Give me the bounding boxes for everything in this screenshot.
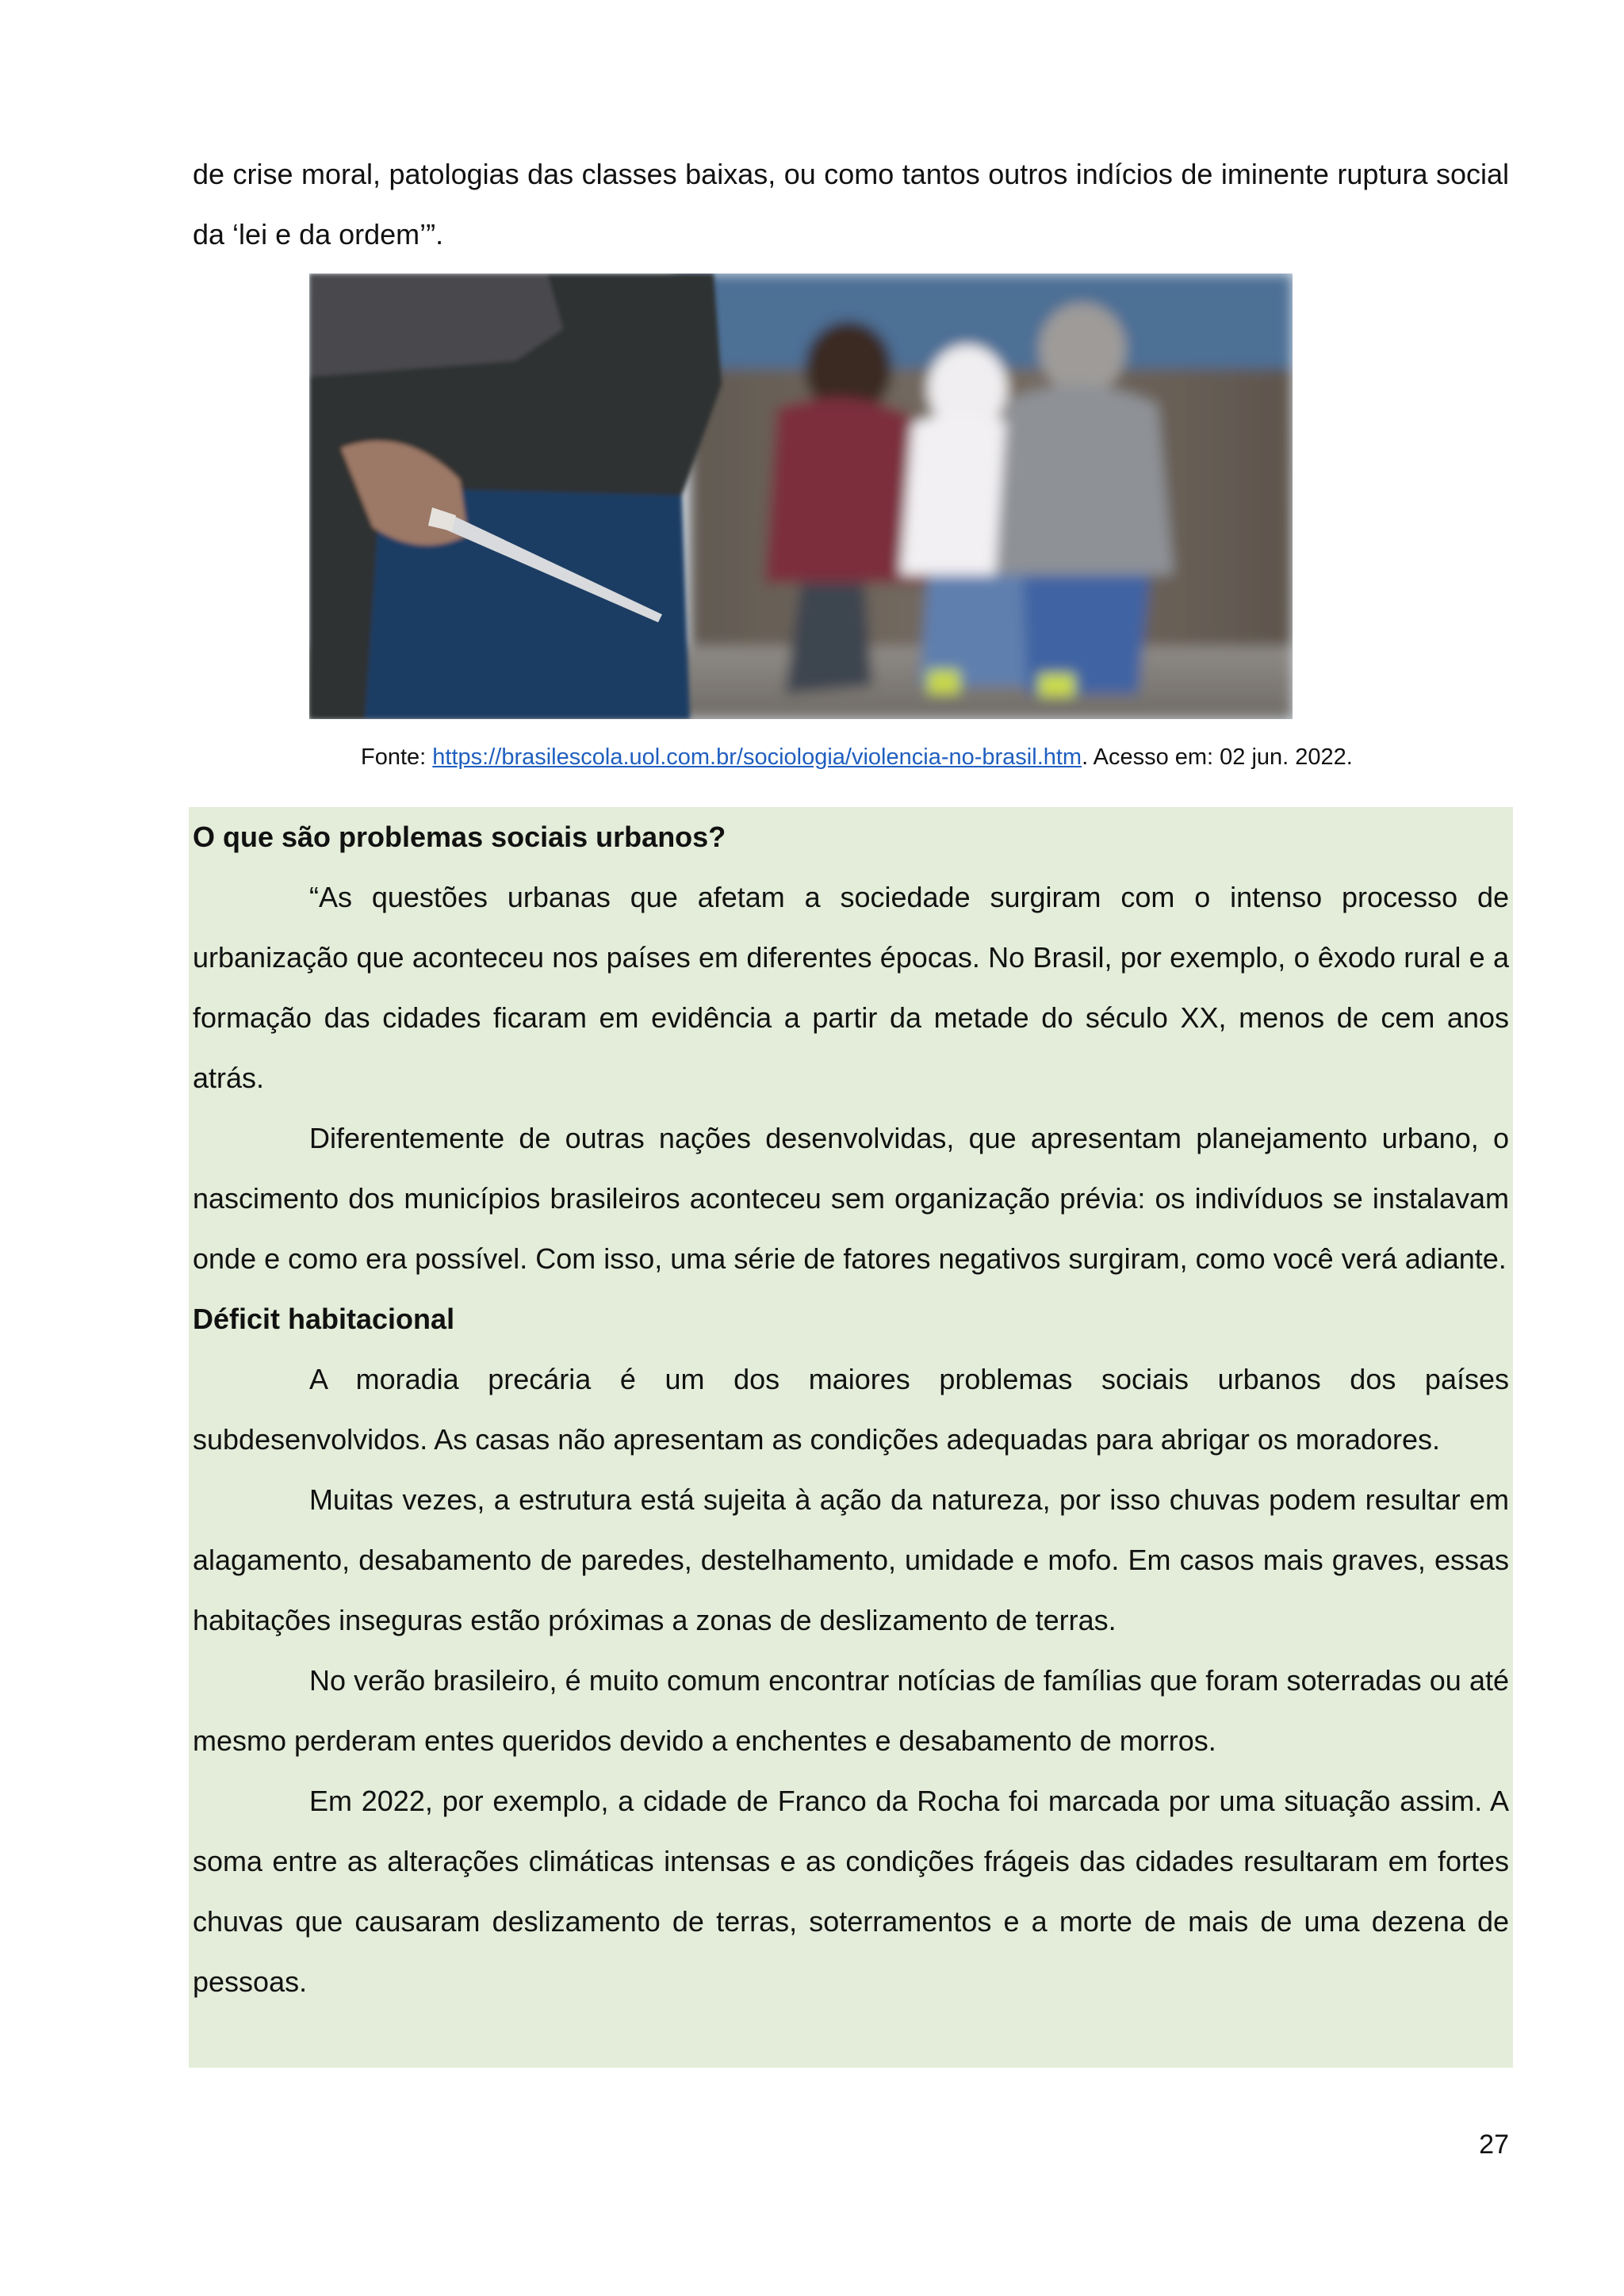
source-link[interactable]: https://brasilescola.uol.com.br/sociologia/violencia-no-brasil.htm	[432, 744, 1082, 770]
caption-prefix: Fonte:	[361, 744, 433, 770]
section-heading: O que são problemas sociais urbanos?	[193, 821, 726, 853]
section-paragraph: “As questões urbanas que afetam a sociedade surgiram com o intenso processo de urbanização que aconteceu nos países em diferentes épocas. No Brasil, por exemplo, o êxodo rural e a formação das cidades ficaram em evidência a partir da metade do século XX, menos de cem anos atrás.	[193, 881, 1509, 1094]
violence-photo	[309, 274, 1293, 719]
photo-illustration	[309, 274, 1293, 719]
subsection-paragraph: A moradia precária é um dos maiores problemas sociais urbanos dos países subdesenvolvidos. As casas não apresentam as condições adequadas para abrigar os moradores.	[193, 1363, 1509, 1456]
figure-caption	[361, 741, 1471, 773]
section-paragraph: Diferentemente de outras nações desenvolvidas, que apresentam planejamento urbano, o nascimento dos municípios brasileiros aconteceu sem organização prévia: os indivíduos se instalavam onde e como era possível. Com isso, uma série de fatores negativos surgiram, como você verá adiante.	[193, 1122, 1509, 1275]
section-content	[193, 807, 1509, 2012]
page-number: 27	[1479, 2130, 1509, 2160]
intro-paragraph: de crise moral, patologias das classes baixas, ou como tantos outros indícios de iminente ruptura social da ‘lei e da ordem’”.	[193, 158, 1509, 251]
subsection-paragraph: No verão brasileiro, é muito comum encontrar notícias de famílias que foram soterradas ou até mesmo perderam entes queridos devido a enchentes e desabamento de morros.	[193, 1664, 1509, 1757]
subsection-paragraph: Em 2022, por exemplo, a cidade de Franco da Rocha foi marcada por uma situação assim. A soma entre as alterações climáticas intensas e as condições frágeis das cidades resultaram em fortes chuvas que causaram deslizamento de terras, soterramentos e a morte de mais de uma dezena de pessoas.	[193, 1785, 1509, 1998]
subsection-heading: Déficit habitacional	[193, 1303, 455, 1335]
subsection-paragraph: Muitas vezes, a estrutura está sujeita à ação da natureza, por isso chuvas podem resultar em alagamento, desabamento de paredes, destelhamento, umidade e mofo. Em casos mais graves, essas habitações inseguras estão próximas a zonas de deslizamento de terras.	[193, 1483, 1509, 1636]
caption-suffix: . Acesso em: 02 jun. 2022.	[1082, 744, 1353, 770]
